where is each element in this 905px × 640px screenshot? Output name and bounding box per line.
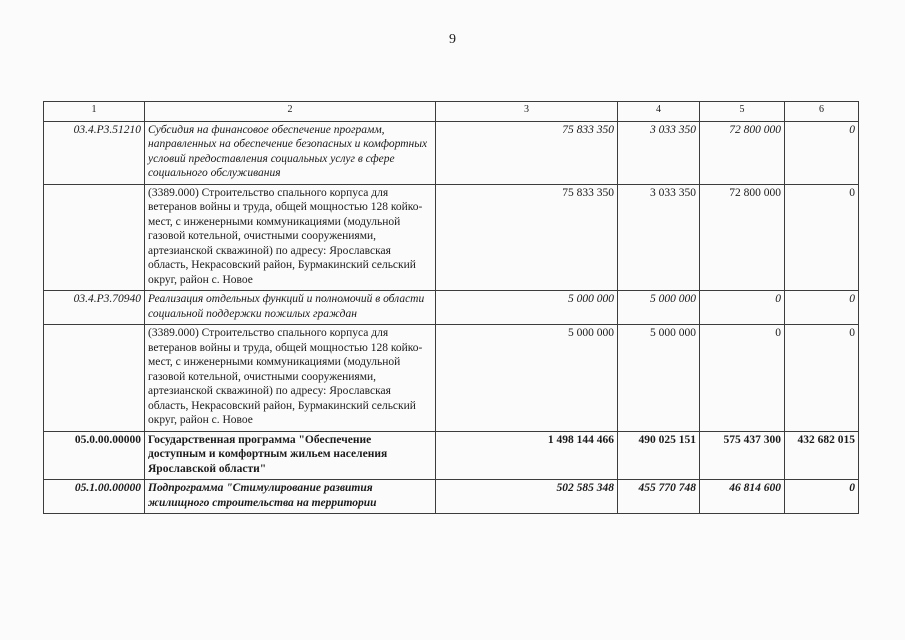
column-header: 4 [618, 102, 700, 122]
row-value-col4: 3 033 350 [618, 121, 700, 184]
row-value-col6: 0 [785, 291, 859, 325]
row-value-col3: 5 000 000 [436, 291, 618, 325]
row-name: Субсидия на финансовое обеспечение программ, направленных на обеспечение безопасных и комфортных условий предоставления социальных услуг в сфере социального обслуживания [145, 121, 436, 184]
row-value-col6: 432 682 015 [785, 431, 859, 480]
row-value-col3: 502 585 348 [436, 480, 618, 514]
column-header: 5 [700, 102, 785, 122]
row-name: Реализация отдельных функций и полномочий в области социальной поддержки пожилых граждан [145, 291, 436, 325]
table-header-row [44, 102, 859, 122]
column-header: 6 [785, 102, 859, 122]
table-row [44, 480, 859, 514]
row-value-col3: 5 000 000 [436, 325, 618, 432]
row-code [44, 325, 145, 432]
table-row [44, 291, 859, 325]
table-row [44, 121, 859, 184]
row-value-col5: 575 437 300 [700, 431, 785, 480]
row-code: 05.1.00.00000 [44, 480, 145, 514]
row-value-col3: 75 833 350 [436, 184, 618, 291]
row-value-col5: 46 814 600 [700, 480, 785, 514]
row-name: Государственная программа "Обеспечение доступным и комфортным жильем населения Ярославской области" [145, 431, 436, 480]
table-row [44, 431, 859, 480]
row-value-col5: 0 [700, 325, 785, 432]
row-value-col4: 5 000 000 [618, 291, 700, 325]
row-value-col3: 75 833 350 [436, 121, 618, 184]
row-value-col4: 3 033 350 [618, 184, 700, 291]
row-value-col4: 490 025 151 [618, 431, 700, 480]
column-header: 2 [145, 102, 436, 122]
row-code: 03.4.P3.51210 [44, 121, 145, 184]
row-value-col6: 0 [785, 480, 859, 514]
row-code: 03.4.P3.70940 [44, 291, 145, 325]
column-header: 3 [436, 102, 618, 122]
row-value-col6: 0 [785, 325, 859, 432]
row-value-col3: 1 498 144 466 [436, 431, 618, 480]
budget-table [43, 101, 859, 514]
row-value-col4: 455 770 748 [618, 480, 700, 514]
row-code: 05.0.00.00000 [44, 431, 145, 480]
row-value-col4: 5 000 000 [618, 325, 700, 432]
row-value-col5: 0 [700, 291, 785, 325]
row-name: (3389.000) Строительство спального корпуса для ветеранов войны и труда, общей мощностью 128 койко-мест, с инженерными коммуникациями (модульной газовой котельной, очистными сооружениями, артезианской скважиной) по адресу: Ярославская область, Некрасовский район, Бурмакинский сельский округ, район с. Новое [145, 325, 436, 432]
table-row [44, 325, 859, 432]
row-value-col6: 0 [785, 121, 859, 184]
page-number: 9 [449, 32, 456, 47]
column-header: 1 [44, 102, 145, 122]
row-value-col6: 0 [785, 184, 859, 291]
row-code [44, 184, 145, 291]
table-row [44, 184, 859, 291]
row-name: Подпрограмма "Стимулирование развития жилищного строительства на территории [145, 480, 436, 514]
row-value-col5: 72 800 000 [700, 184, 785, 291]
row-value-col5: 72 800 000 [700, 121, 785, 184]
row-name: (3389.000) Строительство спального корпуса для ветеранов войны и труда, общей мощностью 128 койко-мест, с инженерными коммуникациями (модульной газовой котельной, очистными сооружениями, артезианской скважиной) по адресу: Ярославская область, Некрасовский район, Бурмакинский сельский округ, район с. Новое [145, 184, 436, 291]
